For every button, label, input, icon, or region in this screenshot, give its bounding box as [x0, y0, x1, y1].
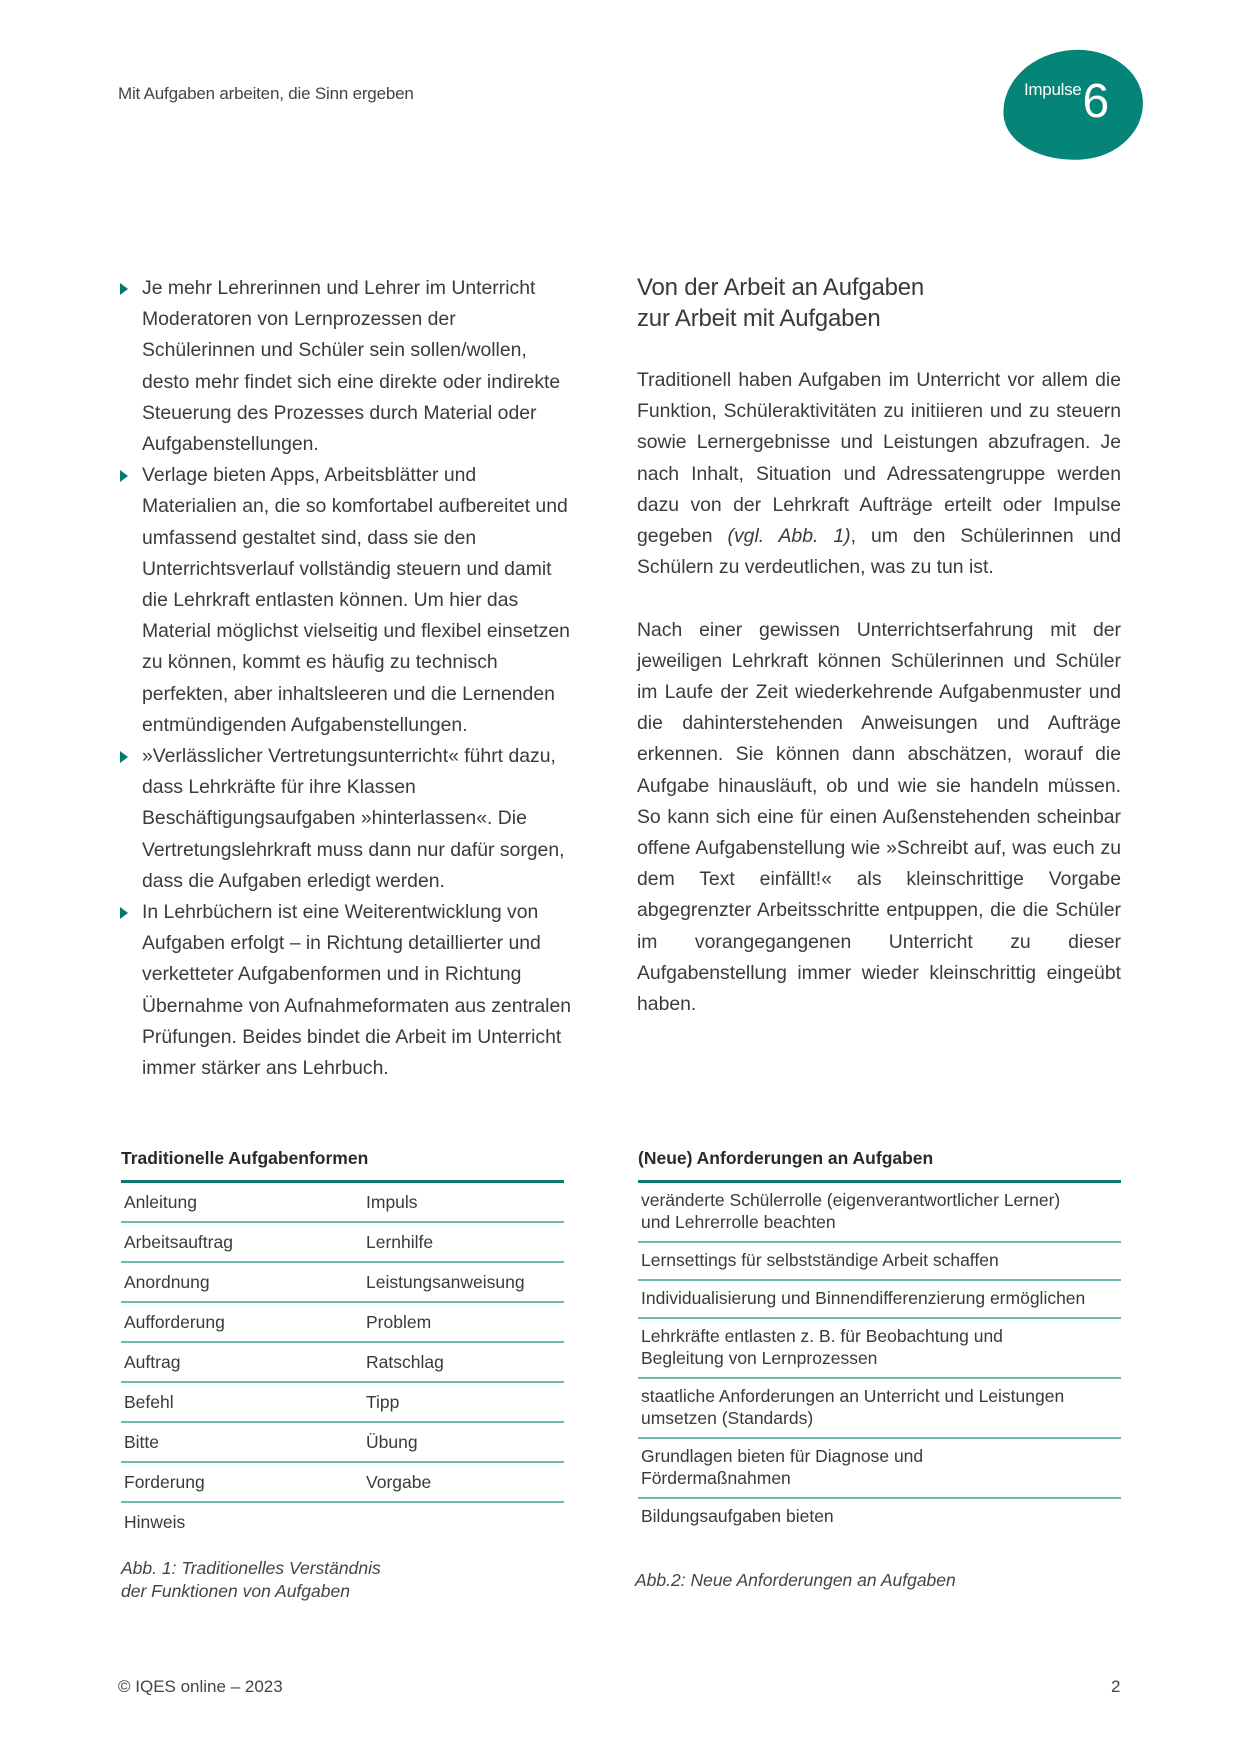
table-new-requirements	[635, 1148, 1121, 1592]
bullet-text: Verlage bieten Apps, Arbeitsblätter und Materialien an, die so komfortabel aufbereitet und umfassend gestaltet sind, dass sie den Unterrichtsverlauf vollständig steuern und damit die Lehrkraft entlasten können. Um hier das Material möglichst vielseitig und flexibel einsetzen zu können, kommt es häufig zu technisch perfekten, aber inhaltsleeren und die Lernenden entmündigenden Aufgabenstellungen.	[142, 464, 570, 736]
table-cell: Ratschlag	[366, 1351, 444, 1372]
paragraph-text: , um den Schülerinnen und Schülern zu verdeutlichen, was zu tun ist.	[637, 525, 1121, 579]
table-cell: Lernsettings für selbstständige Arbeit schaffen	[641, 1250, 999, 1270]
table-body	[638, 1180, 1121, 1537]
table-row	[121, 1223, 564, 1263]
table-row	[121, 1383, 564, 1423]
bullet-item	[118, 460, 574, 741]
table-cell: Impuls	[366, 1191, 418, 1212]
figure-caption	[121, 1557, 564, 1603]
table-cell: Problem	[366, 1311, 432, 1332]
table-cell: Übung	[366, 1431, 418, 1452]
table-cell: veränderte Schülerrolle (eigenverantwortlicher Lerner) und Lehrerrolle beachten	[641, 1190, 1061, 1232]
table-row	[121, 1263, 564, 1303]
table-row	[638, 1319, 1121, 1379]
table-cell: Bildungsaufgaben bieten	[641, 1506, 834, 1526]
figure-caption: Abb.2: Neue Anforderungen an Aufgaben	[635, 1570, 956, 1590]
bullet-text: In Lehrbüchern ist eine Weiterentwicklung von Aufgaben erfolgt – in Richtung detaillierter und verketteter Aufgabenformen und in Richtung Übernahme von Aufnahmeformaten aus zentralen Prüfungen. Beides bindet die Arbeit im Unterricht immer stärker ans Lehrbuch.	[142, 901, 572, 1080]
bullet-text: »Verlässlicher Vertretungsunterricht« führt dazu, dass Lehrkräfte für ihre Klassen Beschäftigungsaufgaben »hinterlassen«. Die Vertretungslehrkraft muss dann nur dafür sorgen, dass die Aufgaben erledigt werden.	[142, 745, 565, 892]
bullet-item	[118, 741, 574, 897]
table-cell: Leistungsanweisung	[366, 1271, 525, 1292]
triangle-bullet-icon	[120, 751, 128, 763]
table-body	[121, 1180, 564, 1541]
table-cell: Befehl	[124, 1391, 174, 1412]
running-header: Mit Aufgaben arbeiten, die Sinn ergeben	[118, 84, 414, 103]
section-title	[637, 272, 1121, 334]
table-row	[638, 1439, 1121, 1499]
table-cell: staatliche Anforderungen an Unterricht und Leistungen umsetzen (Standards)	[641, 1386, 1065, 1428]
table-row	[638, 1183, 1121, 1243]
table-cell: Anleitung	[124, 1191, 197, 1212]
table-cell: Individualisierung und Binnendifferenzierung ermöglichen	[641, 1288, 1086, 1308]
page-number: 2	[1111, 1677, 1121, 1696]
paragraph-2: Nach einer gewissen Unterrichtserfahrung mit der jeweiligen Lehrkraft können Schülerinnen und Schüler im Laufe der Zeit wiederkehrende Aufgabenmuster und die dahinterstehenden Anweisungen und Aufträge erkennen. Sie können dann abschätzen, worauf die Aufgabe hinausläuft, ob und wie sie handeln müssen. So kann sich eine für einen Außenstehenden scheinbar offene Aufgabenstellung wie »Schreibt auf, was euch zu dem Text einfällt!« als kleinschrittige Vorgabe abgegrenzter Arbeitsschritte entpuppen, die die Schüler im vorangegangenen Unterricht zu dieser Aufgabenstellung immer wieder kleinschrittig eingeübt haben.	[637, 618, 1121, 1016]
table-cell: Aufforderung	[124, 1311, 225, 1332]
table-row	[638, 1281, 1121, 1319]
table-title: Traditionelle Aufgabenformen	[121, 1148, 369, 1168]
table-row	[121, 1343, 564, 1383]
impulse-badge-text	[1024, 75, 1110, 128]
badge-number: 6	[1082, 75, 1110, 128]
table-row	[638, 1243, 1121, 1281]
paragraph-text: Traditionell haben Aufgaben im Unterricht vor allem die Funktion, Schüleraktivitäten zu initiieren und zu steuern sowie Lernergebnisse und Leistungen abzufragen. Je nach Inhalt, Situation und Adressatengruppe werden dazu von der Lehrkraft Aufträge erteilt oder Impulse gegeben	[637, 369, 1121, 548]
table-traditional	[121, 1148, 564, 1603]
left-column	[118, 273, 600, 1084]
table-row	[121, 1303, 564, 1343]
section-title-line1: Von der Arbeit an Aufgaben	[637, 274, 925, 301]
table-cell: Grundlagen bieten für Diagnose und Fördermaßnahmen	[641, 1446, 924, 1488]
triangle-bullet-icon	[120, 283, 128, 295]
section-title-line2: zur Arbeit mit Aufgaben	[637, 305, 881, 332]
table-cell: Tipp	[366, 1391, 400, 1412]
table-cell: Anordnung	[124, 1271, 210, 1292]
table-cell: Hinweis	[124, 1511, 186, 1532]
caption-line: Abb. 1: Traditionelles Verständnis	[121, 1558, 381, 1578]
figure-reference: (vgl. Abb. 1)	[727, 525, 851, 548]
table-row	[121, 1503, 564, 1541]
paragraph-1	[637, 365, 1121, 583]
table-cell: Auftrag	[124, 1351, 181, 1372]
table-row	[121, 1183, 564, 1223]
table-cell: Arbeitsauftrag	[124, 1231, 233, 1252]
bullet-list	[118, 273, 600, 1084]
triangle-bullet-icon	[120, 907, 128, 919]
bullet-item	[118, 897, 574, 1084]
table-row	[121, 1423, 564, 1463]
table-row	[638, 1379, 1121, 1439]
table-cell: Lernhilfe	[366, 1231, 434, 1252]
table-cell: Bitte	[124, 1431, 160, 1452]
right-column	[637, 272, 1121, 1051]
footer-copyright: © IQES online – 2023	[118, 1677, 283, 1696]
table-cell: Forderung	[124, 1471, 205, 1492]
bullet-text: Je mehr Lehrerinnen und Lehrer im Unterricht Moderatoren von Lernprozessen der Schülerinnen und Schüler sein sollen/wollen, desto mehr findet sich eine direkte oder indirekte Steuerung des Prozesses durch Material oder Aufgabenstellungen.	[142, 277, 561, 456]
badge-label: Impulse	[1024, 80, 1082, 99]
table-cell: Lehrkräfte entlasten z. B. für Beobachtung und Begleitung von Lernprozessen	[641, 1326, 1003, 1368]
caption-line: der Funktionen von Aufgaben	[121, 1581, 350, 1601]
table-row	[121, 1463, 564, 1503]
table-row	[638, 1499, 1121, 1537]
table-title: (Neue) Anforderungen an Aufgaben	[638, 1148, 934, 1168]
bullet-item	[118, 273, 574, 460]
table-cell: Vorgabe	[366, 1471, 432, 1492]
triangle-bullet-icon	[120, 470, 128, 482]
